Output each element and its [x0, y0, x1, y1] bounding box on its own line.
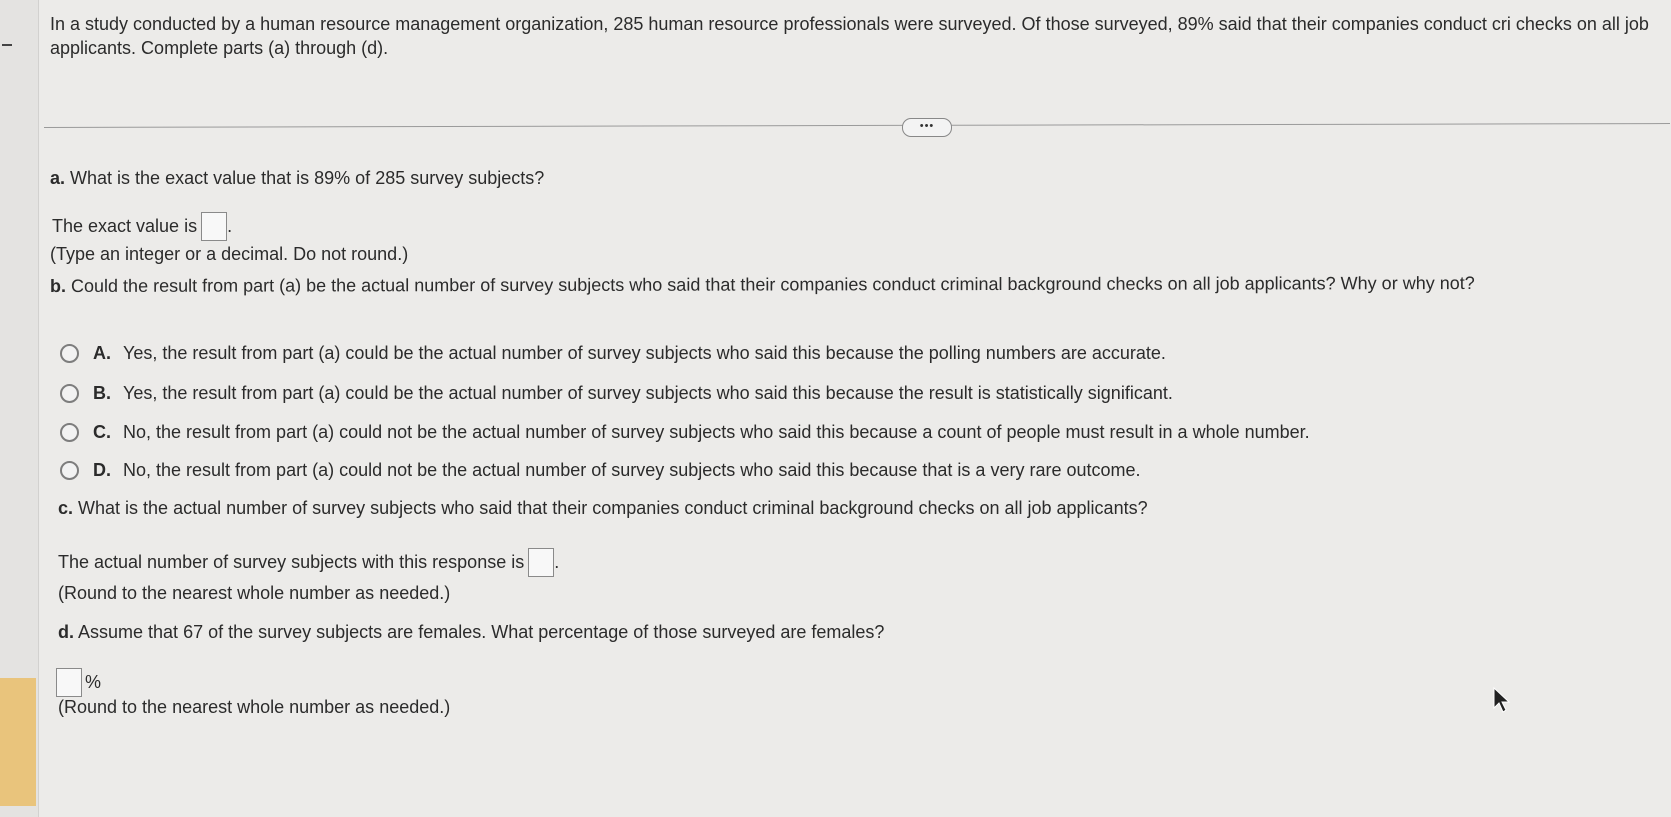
- part-a-letter: a.: [50, 168, 66, 188]
- expand-more-button[interactable]: •••: [902, 118, 952, 137]
- part-c-answer-prompt: The actual number of survey subjects with this response is: [58, 552, 525, 572]
- part-d-hint: (Round to the nearest whole number as needed.): [58, 697, 451, 717]
- option-a-text: Yes, the result from part (a) could be the actual number of survey subjects who said this because the polling numbers are accurate.: [123, 342, 1166, 363]
- option-c-text: No, the result from part (a) could not be the actual number of survey subjects who said this because a count of people must result in a whole number.: [123, 421, 1310, 442]
- part-a-answer-row: [52, 212, 232, 241]
- part-d-answer-input[interactable]: [56, 668, 82, 697]
- part-c-answer-input[interactable]: [528, 548, 554, 577]
- option-d-radio[interactable]: [60, 461, 79, 480]
- option-d-text: No, the result from part (a) could not be the actual number of survey subjects who said this because that is a very rare outcome.: [123, 459, 1141, 480]
- part-b-question: [50, 273, 1475, 297]
- part-c-letter: c.: [58, 498, 74, 518]
- part-c-period: .: [554, 552, 560, 572]
- sidebar-highlight-tab[interactable]: [0, 678, 36, 806]
- part-c-hint: (Round to the nearest whole number as needed.): [58, 583, 451, 603]
- part-b-letter: b.: [49, 275, 67, 296]
- option-c-radio[interactable]: [60, 423, 79, 442]
- question-page: [40, 0, 1671, 817]
- option-a-radio[interactable]: [60, 344, 79, 363]
- left-sidebar-strip: [0, 0, 39, 817]
- part-d-letter: d.: [58, 622, 74, 642]
- option-b-radio[interactable]: [60, 384, 79, 403]
- part-a-answer-prompt: The exact value is: [52, 216, 198, 236]
- part-b-question-text: Could the result from part (a) be the actual number of survey subjects who said that their companies conduct criminal background checks on all job applicants? Why or why not?: [70, 273, 1475, 296]
- option-b[interactable]: [60, 380, 1173, 406]
- part-a-answer-input[interactable]: [201, 212, 227, 241]
- option-a[interactable]: [60, 340, 1166, 366]
- part-c-question-text: What is the actual number of survey subjects who said that their companies conduct criminal background checks on all job applicants?: [78, 498, 1148, 518]
- option-a-letter: A.: [93, 342, 111, 363]
- option-c[interactable]: [60, 419, 1310, 445]
- part-a-question: [50, 168, 544, 189]
- part-d-question-text: Assume that 67 of the survey subjects are females. What percentage of those surveyed are females?: [78, 622, 885, 642]
- part-d-question: [58, 622, 884, 643]
- problem-intro: In a study conducted by a human resource management organization, 285 human resource professionals were surveyed. Of those surveyed, 89% said that their companies conduct cri checks on all job applicants. Complete parts (a) through (d).: [50, 14, 1649, 58]
- part-d-answer-row: [56, 668, 101, 697]
- part-d-unit: %: [85, 672, 102, 692]
- part-c-answer-row: [58, 548, 559, 577]
- part-a-hint: (Type an integer or a decimal. Do not round.): [50, 244, 409, 264]
- option-b-letter: B.: [93, 382, 111, 403]
- part-c-question: [58, 498, 1148, 519]
- sidebar-mark: [2, 44, 12, 46]
- part-a-question-text: What is the exact value that is 89% of 285 survey subjects?: [70, 168, 545, 188]
- option-b-text: Yes, the result from part (a) could be the actual number of survey subjects who said this because the result is statistically significant.: [123, 382, 1173, 403]
- divider-line: [44, 123, 1670, 128]
- option-d[interactable]: [60, 457, 1141, 483]
- option-c-letter: C.: [93, 421, 111, 442]
- option-d-letter: D.: [93, 459, 111, 480]
- mouse-pointer-icon: [1492, 686, 1512, 714]
- part-a-period: .: [227, 216, 233, 236]
